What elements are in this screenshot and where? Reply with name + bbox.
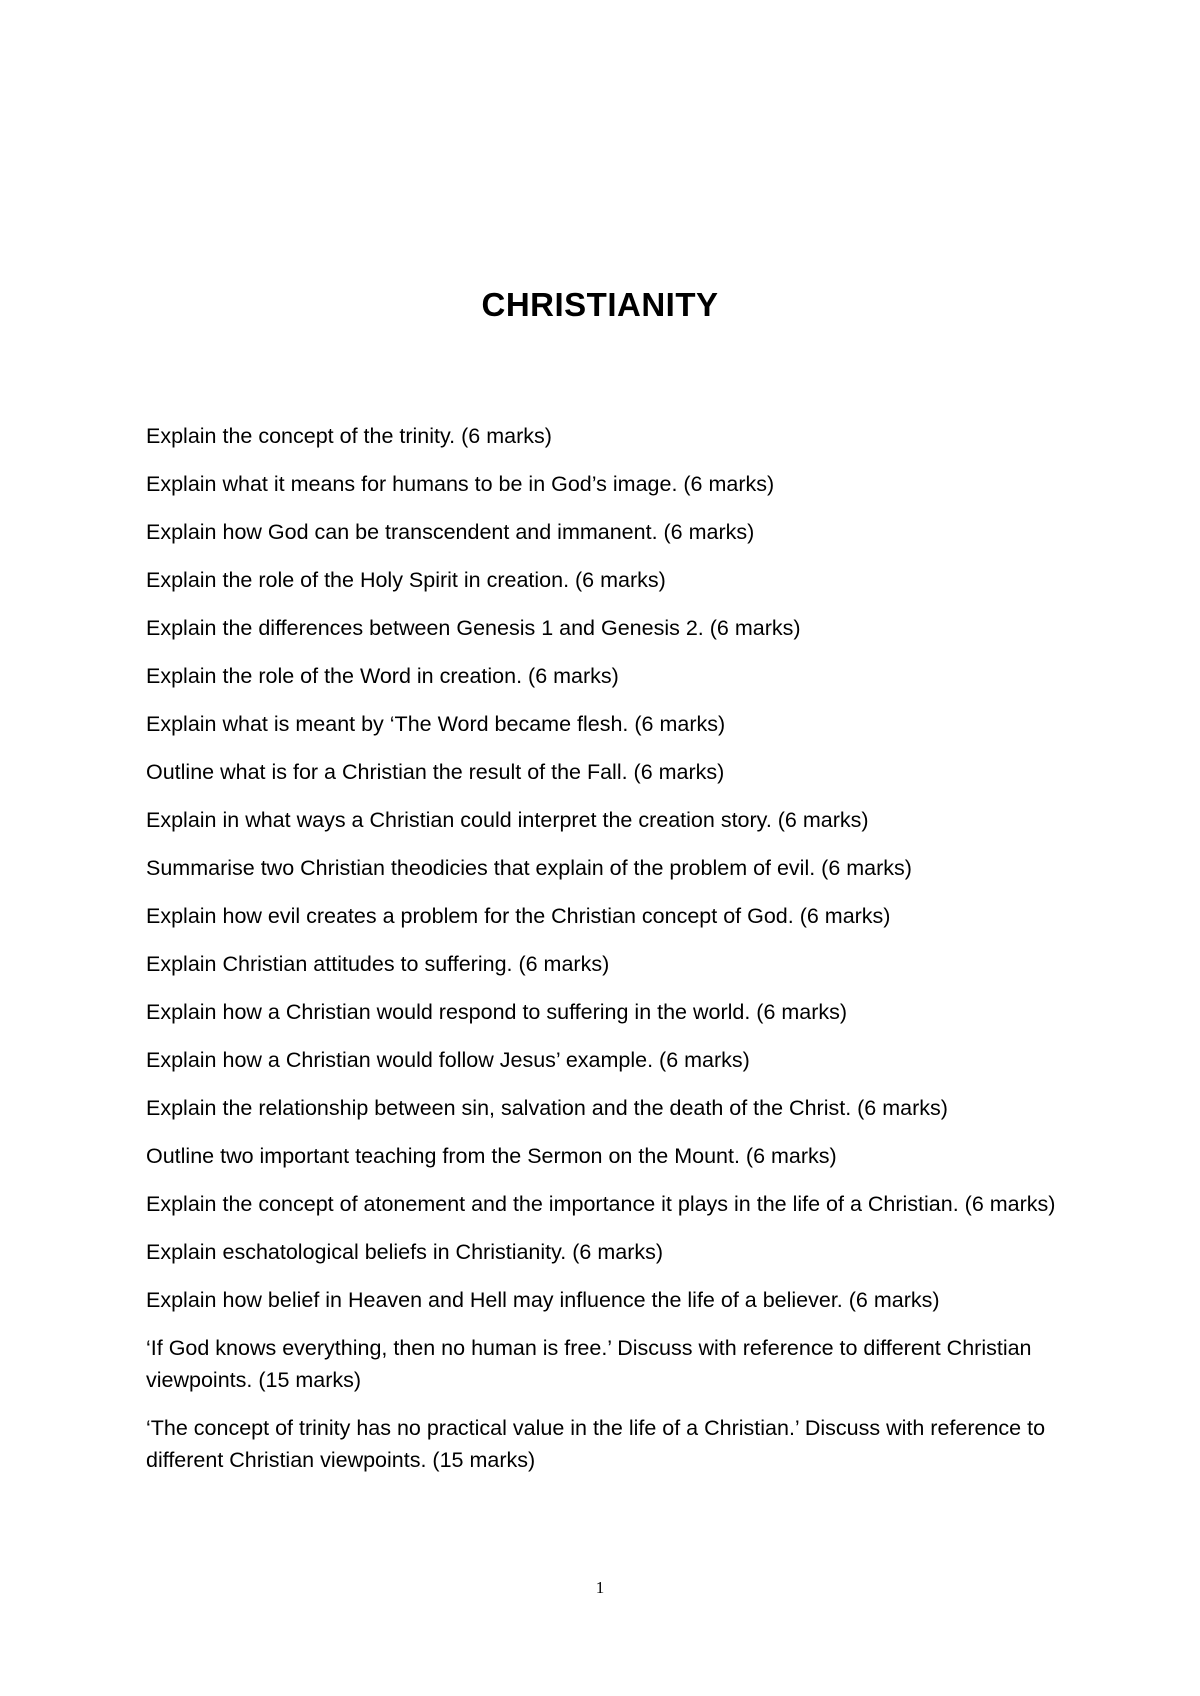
question-item: Explain how a Christian would follow Jesus’ example. (6 marks) [146,1048,750,1072]
question-item: Explain the concept of the trinity. (6 marks) [146,424,552,448]
question-item: Explain what it means for humans to be in God’s image. (6 marks) [146,472,775,496]
question-item: Explain in what ways a Christian could interpret the creation story. (6 marks) [146,808,869,832]
question-list [146,420,1066,1492]
page-title: CHRISTIANITY [481,286,719,323]
question-item: Explain how evil creates a problem for the Christian concept of God. (6 marks) [146,904,891,928]
page-number: 1 [595,1578,605,1597]
question-item: Explain the role of the Holy Spirit in creation. (6 marks) [146,568,666,592]
question-item: Summarise two Christian theodicies that explain of the problem of evil. (6 marks) [146,856,912,880]
question-item: Explain the relationship between sin, salvation and the death of the Christ. (6 marks) [146,1096,948,1120]
question-item: Explain how belief in Heaven and Hell may influence the life of a believer. (6 marks) [146,1288,940,1312]
question-item: ‘The concept of trinity has no practical value in the life of a Christian.’ Discuss with reference to different Christian viewpoints. (15 marks) [146,1416,1046,1472]
question-item: Outline what is for a Christian the result of the Fall. (6 marks) [146,760,725,784]
question-item: Outline two important teaching from the Sermon on the Mount. (6 marks) [146,1144,837,1168]
question-item: Explain eschatological beliefs in Christianity. (6 marks) [146,1240,664,1264]
question-item: Explain how God can be transcendent and immanent. (6 marks) [146,520,755,544]
question-item: ‘If God knows everything, then no human is free.’ Discuss with reference to different Christian viewpoints. (15 marks) [146,1336,1032,1392]
question-item: Explain what is meant by ‘The Word became flesh. (6 marks) [146,712,726,736]
question-item: Explain Christian attitudes to suffering. (6 marks) [146,952,610,976]
question-item: Explain the role of the Word in creation. (6 marks) [146,664,619,688]
question-item: Explain the differences between Genesis 1 and Genesis 2. (6 marks) [146,616,801,640]
question-item: Explain how a Christian would respond to suffering in the world. (6 marks) [146,1000,848,1024]
question-item: Explain the concept of atonement and the importance it plays in the life of a Christian. (6 marks) [146,1192,1056,1216]
